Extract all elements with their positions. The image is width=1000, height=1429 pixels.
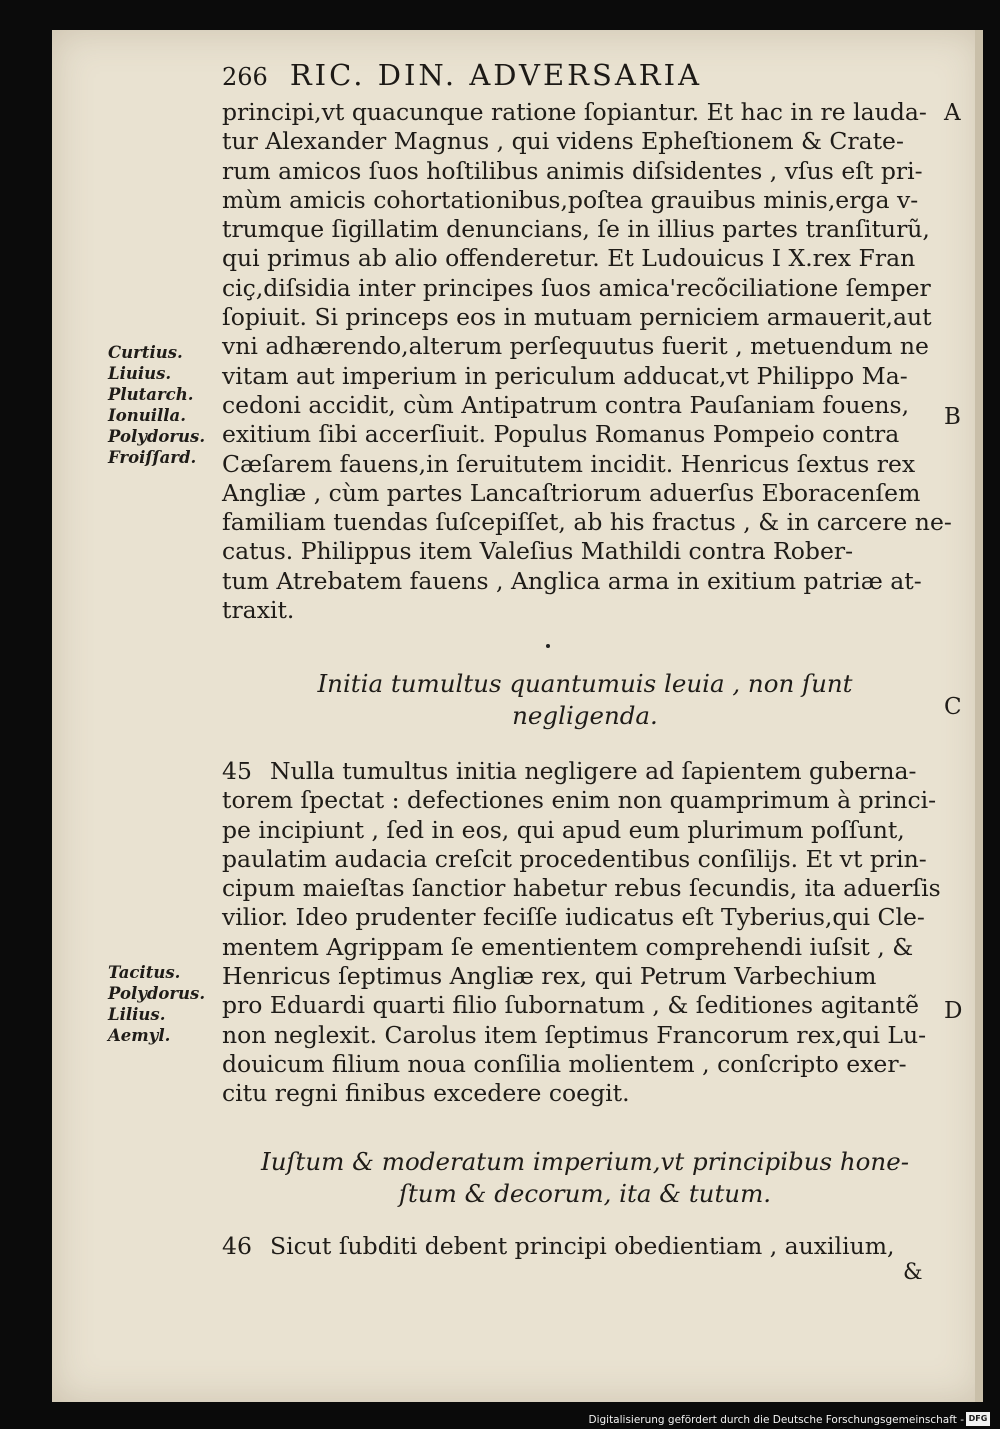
text-line: rum amicos ſuos hoſtilibus animis diſsidentes , vſus eſt pri- [222,156,923,185]
paragraph-44-continued [222,98,952,625]
text-line: mùm amicis cohortationibus,poſtea grauibus minis,erga v- [222,185,919,214]
text-line: Cæſarem fauens,in ſeruitutem incidit. Henricus ſextus rex [222,449,916,478]
margin-note: Plutarch. [108,385,194,404]
paragraph-number: 46 [222,1232,252,1260]
margin-note: Aemyl. [108,1026,171,1045]
text-line: douicum filium noua conſilia molientem , conſcripto exer- [222,1049,907,1078]
text-line: ſopiuit. Si princeps eos in mutuam perniciem armauerit,aut [222,303,932,332]
text-line: vilior. Ideo prudenter feciſſe iudicatus eſt Tyberius,qui Cle- [222,903,925,932]
text-line: Sicut ſubditi debent principi obedientiam , auxilium, [270,1232,895,1260]
text-line: ciç,diſsidia inter principes ſuos amica'recõciliatione ſemper [222,273,931,302]
text-line: mentem Agrippam ſe ementientem comprehendi iuſsit , & [222,932,914,961]
text-line: Henricus ſeptimus Angliæ rex, qui Petrum Varbechium [222,962,877,991]
page-edge [975,30,983,1402]
text-line: non neglexit. Carolus item ſeptimus Francorum rex,qui Lu- [222,1020,927,1049]
heading-line: Iuſtum & moderatum imperium,vt principibus hone- [261,1147,909,1176]
catchword: & [903,1260,923,1285]
text-line: tur Alexander Magnus , qui videns Epheſtionem & Crate- [222,127,904,156]
paragraph-46 [222,1232,942,1261]
section-heading-46 [240,1146,930,1210]
text-line: Nulla tumultus initia negligere ad ſapientem guberna- [270,757,917,785]
heading-line: ſtum & decorum, ita & tutum. [398,1179,772,1208]
text-line: cipum maieſtas ſanctior habetur rebus ſecundis, ita aduerſis [222,874,941,903]
margin-note: Curtius. [108,343,183,362]
text-line: citu regni finibus excedere coegit. [222,1079,630,1108]
text-line: familiam tuendas ſuſcepiſſet, ab his fractus , & in carcere ne- [222,508,952,537]
heading-line: Initia tumultus quantumuis leuia , non ſunt [317,669,853,698]
text-line: trumque ſigillatim denuncians, ſe in illius partes tranſiturũ, [222,215,930,244]
margin-note: Froiſſard. [108,448,197,467]
section-letter-b: B [944,404,961,430]
text-line: tum Atrebatem fauens , Anglica arma in exitium patriæ at- [222,566,922,595]
section-letter-c: C [944,694,962,720]
ornament-dot [546,644,550,648]
page-number: 266 [222,63,268,91]
text-line: pro Eduardi quarti filio ſubornatum , & ſeditiones agitantẽ [222,991,920,1020]
text-line: principi,vt quacunque ratione ſopiantur. Et hac in re lauda- [222,98,927,126]
running-title: RIC. DIN. ADVERSARIA [289,58,703,92]
text-line: vitam aut imperium in periculum adducat,vt Philippo Ma- [222,361,908,390]
text-line: qui primus ab alio offenderetur. Et Ludouicus I X.rex Fran [222,244,916,273]
margin-note: Polydorus. [108,427,206,446]
text-line: traxit. [222,596,295,625]
margin-sources-2 [108,962,218,1046]
section-letter-d: D [944,998,963,1024]
margin-note: Polydorus. [108,984,206,1003]
text-line: Angliæ , cùm partes Lancaſtriorum aduerſus Eboracenſem [222,478,921,507]
section-letter-a: A [944,100,961,126]
running-header [222,58,832,92]
digitization-credit: Digitalisierung gefördert durch die Deutsche Forschungsgemeinschaft - [588,1414,964,1426]
text-line: vni adhærendo,alterum perſequutus fuerit , metuendum ne [222,332,929,361]
text-line: exitium ſibi accerſiuit. Populus Romanus Pompeio contra [222,420,900,449]
text-line: cedoni accidit, cùm Antipatrum contra Pauſaniam fouens, [222,390,910,419]
dfg-logo: DFG [966,1412,990,1426]
text-line: pe incipiunt , ſed in eos, qui apud eum plurimum poſſunt, [222,815,905,844]
text-line: torem ſpectat : defectiones enim non quamprimum à princi- [222,786,937,815]
paragraph-45 [222,757,942,1109]
paragraph-number: 45 [222,757,252,785]
margin-note: Ionuilla. [108,406,186,425]
text-line: paulatim audacia creſcit procedentibus conſilijs. Et vt prin- [222,844,927,873]
margin-note: Tacitus. [108,963,181,982]
section-heading-45 [240,668,930,732]
text-line: catus. Philippus item Valeſius Mathildi contra Rober- [222,537,854,566]
margin-note: Liuius. [108,364,172,383]
margin-note: Lilius. [108,1005,166,1024]
heading-line: negligenda. [512,701,658,730]
margin-sources-1 [108,342,218,468]
